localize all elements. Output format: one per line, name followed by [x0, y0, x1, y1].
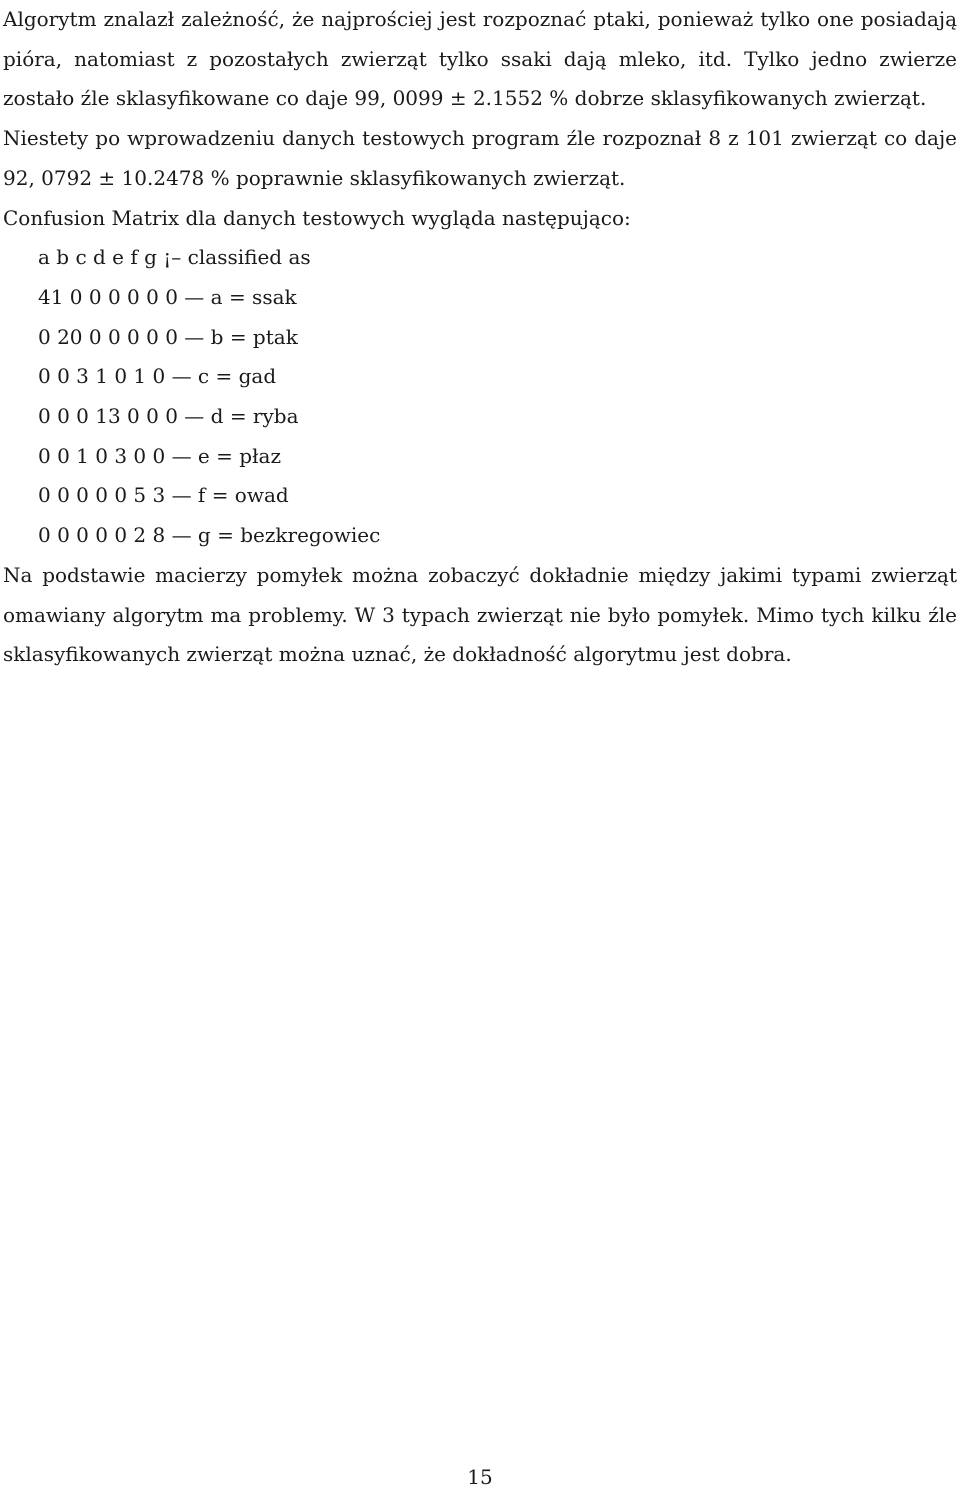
- paragraph-accuracy-training: Algorytm znalazł zależność, że najprościej jest rozpoznać ptaki, ponieważ tylko one posiadają pióra, natomiast z pozostałych zwierząt tylko ssaki dają mleko, itd. Tylko jedno zwierze zostało źle sklasyfikowane co daje 99, 0099 ± 2.1552 % dobrze sklasyfikowanych zwierząt.: [3, 7, 957, 111]
- matrix-row: 0 0 0 13 0 0 0 — d = ryba: [38, 404, 299, 429]
- matrix-row: 0 0 0 0 0 2 8 — g = bezkregowiec: [38, 523, 381, 548]
- confusion-matrix: [3, 238, 957, 556]
- paragraph-confusion-intro: Confusion Matrix dla danych testowych wygląda następująco:: [3, 205, 631, 230]
- paragraph-accuracy-test: Niestety po wprowadzeniu danych testowych program źle rozpoznał 8 z 101 zwierząt co daje 92, 0792 ± 10.2478 % poprawnie sklasyfikowanych zwierząt.: [3, 126, 957, 190]
- matrix-row: 0 0 0 0 0 5 3 — f = owad: [38, 483, 289, 508]
- page-number: 15: [467, 1465, 493, 1489]
- matrix-header: a b c d e f g ¡– classified as: [38, 245, 311, 270]
- matrix-row: 0 0 1 0 3 0 0 — e = płaz: [38, 443, 281, 468]
- body-text: [3, 0, 957, 675]
- matrix-row: 0 20 0 0 0 0 0 — b = ptak: [38, 324, 298, 349]
- paragraph-conclusion: Na podstawie macierzy pomyłek można zobaczyć dokładnie między jakimi typami zwierząt omawiany algorytm ma problemy. W 3 typach zwierząt nie było pomyłek. Mimo tych kilku źle sklasyfikowanych zwierząt można uznać, że dokładność algorytmu jest dobra.: [3, 562, 957, 667]
- matrix-row: 0 0 3 1 0 1 0 — c = gad: [38, 364, 277, 389]
- matrix-row: 41 0 0 0 0 0 0 — a = ssak: [38, 284, 297, 309]
